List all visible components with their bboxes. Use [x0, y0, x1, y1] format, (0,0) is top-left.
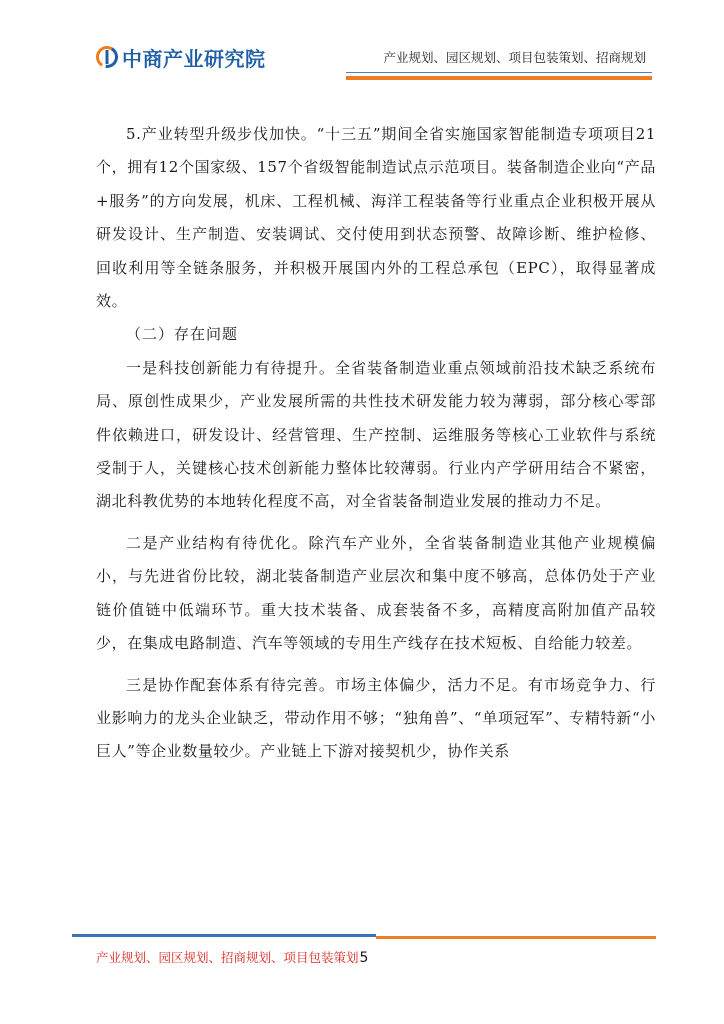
paragraph-innovation: 一是科技创新能力有待提升。全省装备制造业重点领域前沿技术缺乏系统布局、原创性成果少，产业发展所需的共性技术研发能力较为薄弱，部分核心零部件依赖进口，研发设计、经营管理、生产控制、运维服务等核心工业软件与系统受制于人，关键核心技术创新能力整体比较薄弱。行业内产学研用结合不紧密，湖北科教优势的本地转化程度不高，对全省装备制造业发展的推动力不足。: [96, 358, 656, 511]
paragraph-supporting-system: 三是协作配套体系有待完善。市场主体偏少，活力不足。有市场竞争力、行业影响力的龙头企业缺乏，带动作用不够；“独角兽”、“单项冠军”、专精特新“小巨人”等企业数量较少。产业链上下游对接契机少，协作关系: [96, 675, 656, 761]
footer-slogan: 产业规划、园区规划、招商规划、项目包装策划: [96, 950, 359, 965]
paragraph-industrial-upgrade: 5.产业转型升级步伐加快。“十三五”期间全省实施国家智能制造专项项目21个，拥有12个国家级、157个省级智能制造试点示范项目。装备制造企业向“产品+服务”的方向发展，机床、工程机械、海洋工程装备等行业重点企业积极开展从研发设计、生产制造、安装调试、交付使用到状态预警、故障诊断、维护检修、回收利用等全链条服务，并积极开展国内外的工程总承包（EPC），取得显著成效。: [96, 125, 656, 311]
header-divider-orange: [346, 76, 652, 80]
page-footer: [96, 948, 368, 966]
logo-text: 中商产业研究院: [122, 46, 266, 71]
section-heading-existing-problems: （二）存在问题: [126, 325, 239, 344]
header-divider-blue: [346, 72, 652, 73]
logo-icon: [96, 46, 118, 68]
document-body: [96, 118, 656, 769]
header-slogan: 产业规划、园区规划、项目包装策划、招商规划: [383, 50, 646, 65]
page-header: [0, 0, 724, 82]
paragraph-spacer: [96, 519, 656, 527]
company-logo: [96, 42, 266, 72]
footer-divider-blue: [72, 934, 376, 937]
paragraph-spacer: [96, 661, 656, 669]
paragraph-industry-structure: 二是产业结构有待优化。除汽车产业外，全省装备制造业其他产业规模偏小，与先进省份比较，湖北装备制造产业层次和集中度不够高，总体仍处于产业链价值链中低端环节。重大技术装备、成套装备不多，高精度高附加值产品较少，在集成电路制造、汽车等领域的专用生产线存在技术短板、自给能力较差。: [96, 533, 656, 653]
page-number: 5: [359, 950, 369, 966]
footer-divider-orange: [376, 936, 656, 939]
